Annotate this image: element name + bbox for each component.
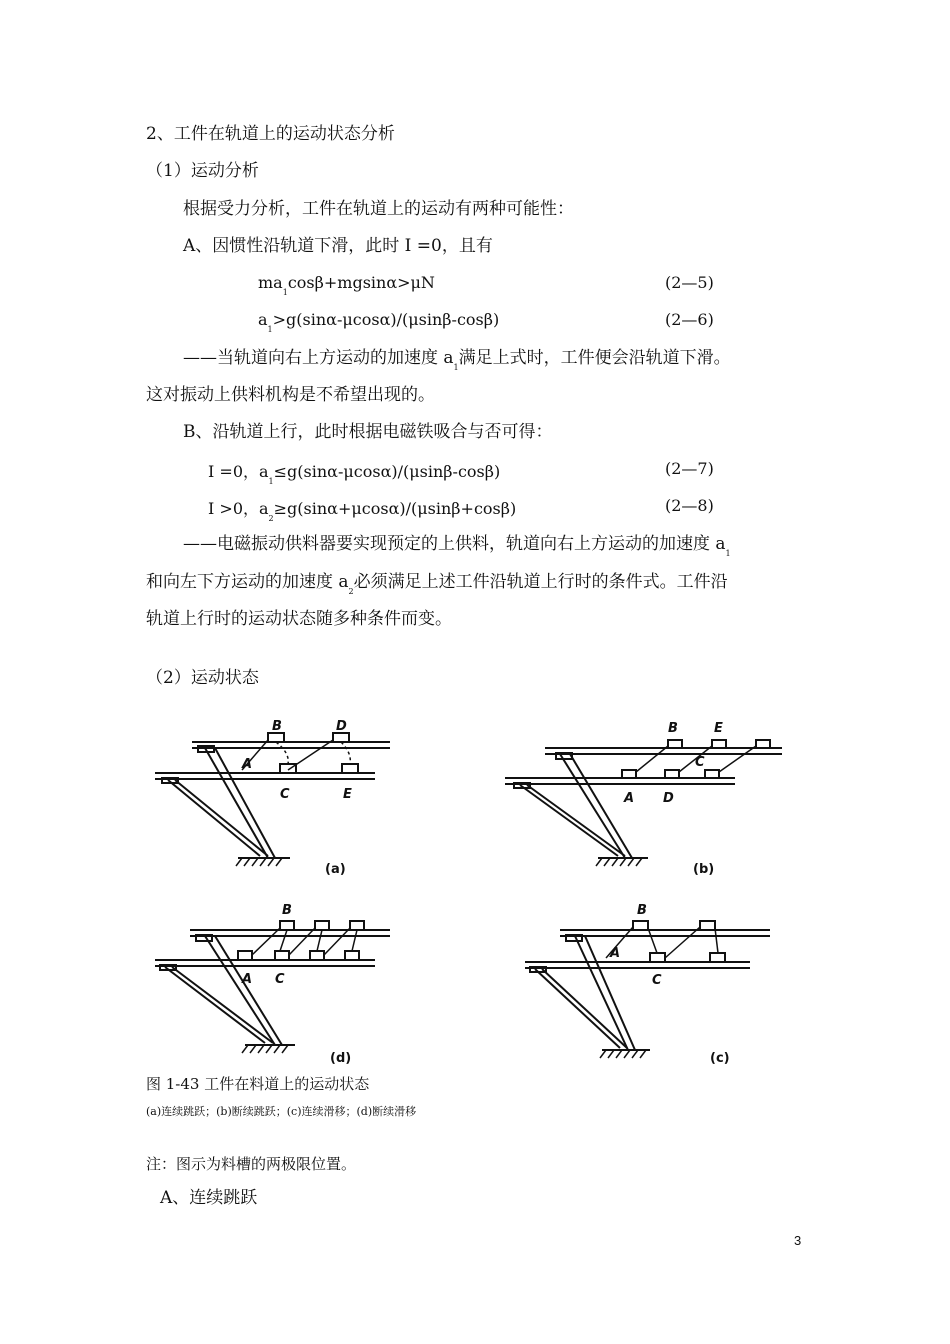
label-e: E xyxy=(714,721,723,736)
label-c: C xyxy=(280,787,290,802)
page-number: 3 xyxy=(794,1233,802,1248)
subsection-motion-states: （2）运动状态 xyxy=(146,668,259,688)
next-heading: A、连续跳跃 xyxy=(160,1188,258,1208)
panel-tag-a: (a) xyxy=(325,862,346,877)
figure-subcaption: (a)连续跳跃；(b)断续跳跃；(c)连续滑移；(d)断续滑移 xyxy=(146,1105,417,1118)
figure-caption: 图 1-43 工件在料道上的运动状态 xyxy=(146,1075,370,1093)
paragraph-feed-line2: 和向左下方运动的加速度 $a_2$必须满足上述工件沿轨道上行时的条件式。工件沿 xyxy=(146,572,728,596)
figure-panel-b xyxy=(500,718,790,878)
label-a: A xyxy=(610,946,621,961)
paragraph-slide-line2: 这对振动上供料机构是不希望出现的。 xyxy=(146,385,435,405)
case-b-heading: B、沿轨道上行，此时根据电磁铁吸合与否可得： xyxy=(183,422,553,442)
label-d: D xyxy=(336,719,347,734)
label-d: D xyxy=(663,791,674,806)
case-a-heading: A、因惯性沿轨道下滑，此时 I =0，且有 xyxy=(183,236,493,256)
figure-panel-a xyxy=(150,718,400,878)
label-c: C xyxy=(652,973,662,988)
equation-number-2-7: (2—7) xyxy=(665,459,714,478)
equation-2-6: $a_1>g(\sin\alpha-\mu\cos\alpha)/(\mu\sin\beta-\cos\beta)$ xyxy=(258,310,500,334)
label-a: A xyxy=(242,757,253,772)
section-title: 2、工件在轨道上的运动状态分析 xyxy=(146,124,395,144)
equation-2-7: I =0，$a_1\le g(\sin\alpha-\mu\cos\alpha)/(\mu\sin\beta-\cos\beta)$ xyxy=(208,462,501,486)
equation-number-2-5: (2—5) xyxy=(665,273,714,292)
figure-note: 注：图示为料槽的两极限位置。 xyxy=(146,1155,357,1173)
figure-panel-d xyxy=(150,900,400,1070)
label-a: A xyxy=(242,972,253,987)
label-c: C xyxy=(275,972,285,987)
label-a: A xyxy=(624,791,635,806)
paragraph-feed-line1: ——电磁振动供料器要实现预定的上供料，轨道向右上方运动的加速度 $a_1$ xyxy=(183,534,731,558)
label-e: E xyxy=(343,787,352,802)
equation-number-2-6: (2—6) xyxy=(665,310,714,329)
panel-tag-b: (b) xyxy=(693,862,715,877)
paragraph-feed-line3: 轨道上行时的运动状态随多种条件而变。 xyxy=(146,609,452,629)
label-b: B xyxy=(668,721,678,736)
label-c: C xyxy=(695,755,705,770)
equation-2-8: I >0，$a_2\ge g(\sin\alpha+\mu\cos\alpha)/(\mu\sin\beta+\cos\beta)$ xyxy=(208,499,517,523)
paragraph-possibilities: 根据受力分析，工件在轨道上的运动有两种可能性： xyxy=(183,199,574,219)
paragraph-slide-line1: ——当轨道向右上方运动的加速度 $a_1$满足上式时，工件便会沿轨道下滑。 xyxy=(183,348,731,372)
equation-2-5: $ma_1\cos\beta+mgsin\alpha>\mu N$ xyxy=(258,273,435,297)
figure-panel-c xyxy=(520,900,780,1070)
label-b: B xyxy=(282,903,292,918)
equation-number-2-8: (2—8) xyxy=(665,496,714,515)
label-b: B xyxy=(272,719,282,734)
panel-tag-c: (c) xyxy=(710,1051,730,1066)
panel-tag-d: (d) xyxy=(330,1051,352,1066)
subsection-motion-analysis: （1）运动分析 xyxy=(146,161,259,181)
label-b: B xyxy=(637,903,647,918)
